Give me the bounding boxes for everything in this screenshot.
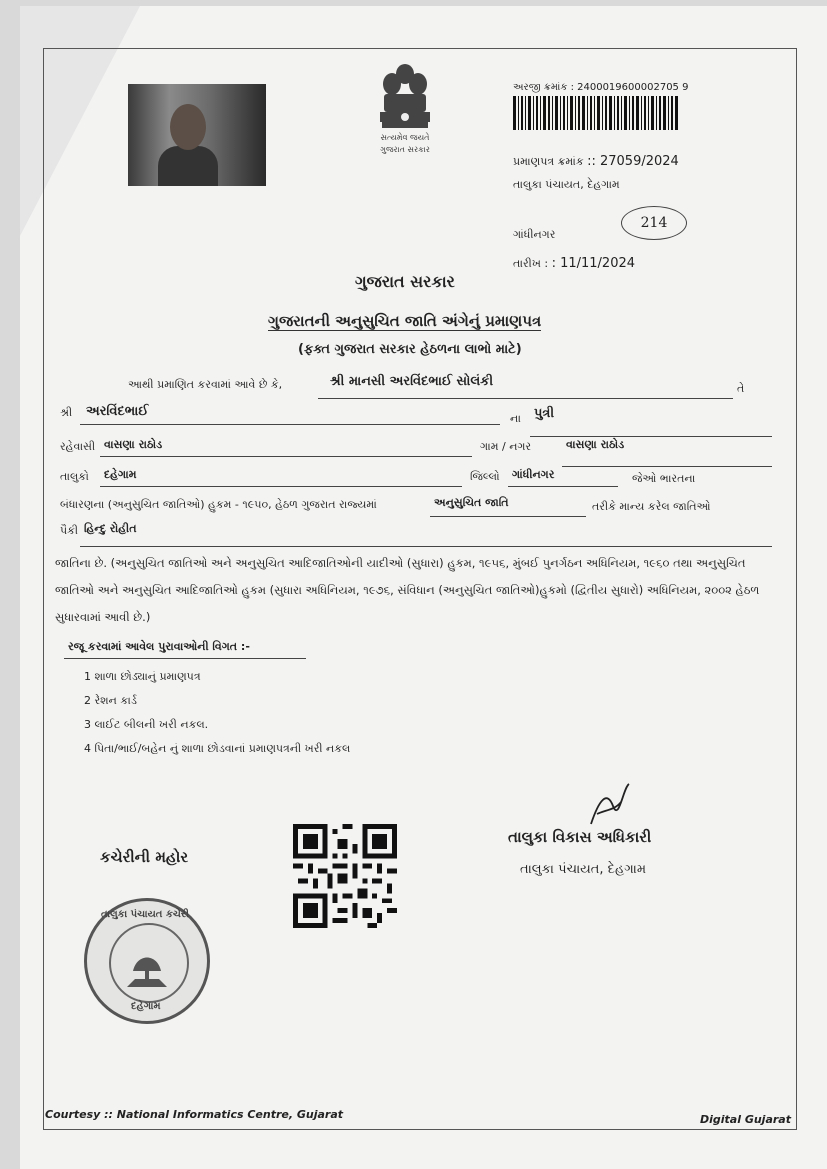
- constitution-text: બંધારણના (અનુસુચિત જાતિઓ) હુકમ - ૧૯૫૦, હેઠળ ગુજરાત રાજ્યમાં: [60, 498, 377, 511]
- village-value: વાસણા રાઠોડ: [566, 438, 625, 451]
- taluka-value: દહેગામ: [104, 468, 137, 481]
- na-text: ના: [510, 412, 521, 425]
- qr-code: [293, 824, 397, 928]
- svg-text:ગુજરાત સરકાર: ગુજરાત સરકાર: [380, 145, 430, 154]
- officer-signature: [585, 780, 635, 830]
- handwritten-number: 214: [621, 206, 687, 240]
- stamp-top-text: તાલુકા પંચાયત કચેરી: [101, 909, 189, 920]
- city: ગાંધીનગર: [513, 228, 556, 241]
- category-value: અનુસુચિત જાતિ: [434, 496, 509, 509]
- caste-label: પૈકી: [60, 524, 79, 537]
- resident-value: વાસણા રાઠોડ: [104, 438, 163, 451]
- evidence-item: 4 પિતા/ભાઈ/બહેન નું શાળા છોડવાનાં પ્રમાણપત્રની ખરી નકલ: [84, 742, 351, 755]
- village-label: ગામ / નગર: [480, 440, 532, 453]
- officer-title: તાલુકા વિકાસ અધિકારી: [508, 828, 652, 846]
- district-label: જિલ્લો: [470, 470, 500, 483]
- government-title: ગુજરાત સરકાર: [355, 272, 455, 291]
- applicant-name: શ્રી માનસી અરવિંદભાઈ સોલંકી: [330, 374, 494, 389]
- office-seal-label: કચેરીની મહોર: [100, 848, 189, 866]
- shri-label: શ્રી: [60, 406, 73, 419]
- intro-text: આથી પ્રમાણિત કરવામાં આવે છે કે,: [128, 378, 283, 391]
- stamp-bottom-text: દહેગામ: [131, 1001, 161, 1012]
- svg-text:સત્યમેવ જયતે: સત્યમેવ જયતે: [380, 133, 430, 142]
- evidence-item: 2 રેશન કાર્ડ: [84, 694, 137, 707]
- certificate-subtitle: (ફક્ત ગુજરાત સરકાર હેઠળના લાભો માટે): [298, 342, 522, 357]
- footer-brand: Digital Gujarat: [700, 1113, 791, 1126]
- certificate-number: પ્રમાણપત્ર ક્રમાંક :: 27059/2024: [513, 154, 679, 169]
- issue-date: તારીખ : : 11/11/2024: [513, 256, 636, 271]
- district-value: ગાંધીનગર: [512, 468, 555, 481]
- footer-courtesy: Courtesy :: National Informatics Centre, Gujarat: [45, 1108, 344, 1121]
- applicant-photo: [128, 84, 266, 186]
- barcode: [513, 96, 678, 130]
- officer-office: તાલુકા પંચાયત, દેહગામ: [520, 862, 647, 877]
- te-text: તે: [737, 382, 745, 395]
- office-seal-stamp: [84, 898, 210, 1024]
- certificate-title: ગુજરાતની અનુસુચિત જાતિ અંગેનું પ્રમાણપત્ર: [268, 312, 542, 330]
- application-number: અરજી ક્રમાંક : 2400019600002705 9: [513, 82, 689, 93]
- relation: પુત્રી: [534, 406, 555, 421]
- caste-value: હિન્દુ રોહીત: [84, 522, 137, 535]
- recognized-text: તરીકે માન્ય કરેલ જાતિઓ: [592, 500, 711, 513]
- national-emblem-icon: [370, 58, 440, 162]
- legal-paragraph: જાતિના છે. (અનુસુચિત જાતિઓ અને અનુસુચિત આદિજાતિઓની યાદીઓ (સુધારા) હુકમ, ૧૯૫૬, મુંબઈ પુનર્ગઠન અધિનિયમ, ૧૯૬૦ તથા અનુસુચિત જાતિઓ અને અનુસુચિત આદિજાતિઓ હુકમ (સુધારા અધિનિયમ, ૧૯૭૬, સંવિધાન (અનુસુચિત જાતિઓ)હુકમો (દ્વિતીય સુધારો) અધિનિયમ, ૨૦૦૨ હેઠળ સુધારવામાં આવી છે.): [55, 556, 760, 624]
- evidence-item: 3 લાઈટ બીલની ખરી નકલ.: [84, 718, 209, 731]
- evidence-heading: રજૂ કરવામાં આવેલ પુરાવાઓની વિગત :-: [68, 640, 250, 653]
- taluka-label: તાલુકો: [60, 470, 89, 483]
- evidence-item: 1 શાળા છોડ્યાનું પ્રમાણપત્ર: [84, 670, 201, 683]
- resident-label: રહેવાસી: [60, 440, 96, 453]
- father-name: અરવિંદભાઈ: [86, 404, 149, 419]
- india-text: જેઓ ભારતના: [632, 472, 696, 485]
- issuing-office: તાલુકા પંચાયત, દેહગામ: [513, 178, 620, 191]
